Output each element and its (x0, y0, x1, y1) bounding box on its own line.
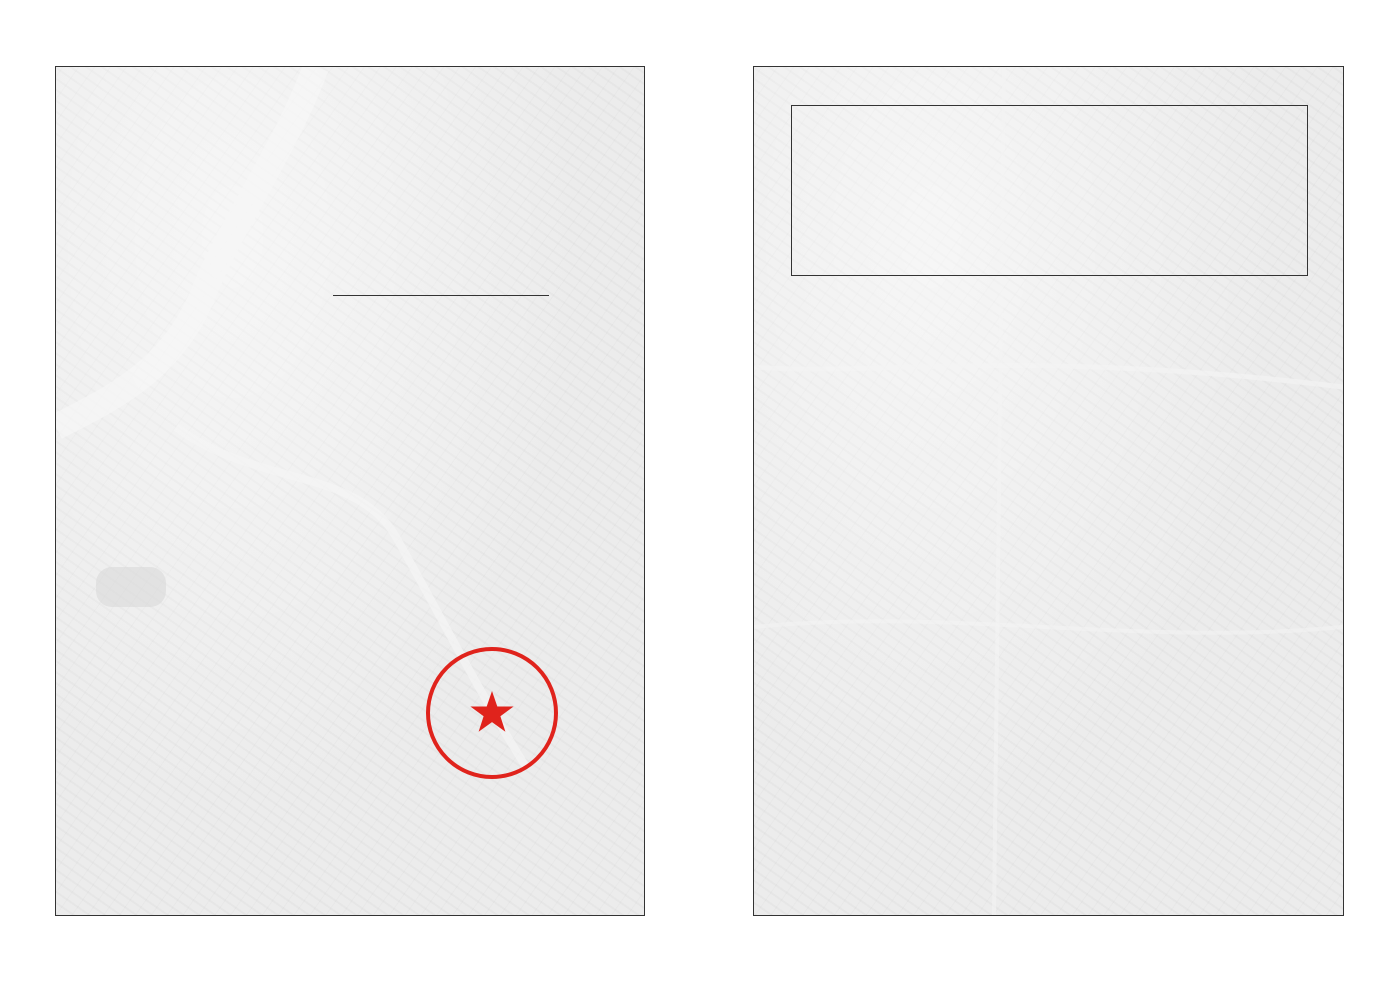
attachments-cell (792, 106, 1308, 276)
certificate-back-page (753, 66, 1344, 916)
certificate-number (333, 295, 549, 296)
certificate-number-line (333, 285, 549, 303)
certificate-front-page (55, 66, 645, 916)
seal-star-icon (470, 691, 513, 732)
map-background (56, 67, 644, 915)
official-seal (422, 643, 562, 783)
land-use-info-table (791, 105, 1308, 276)
qr-code (98, 663, 220, 783)
